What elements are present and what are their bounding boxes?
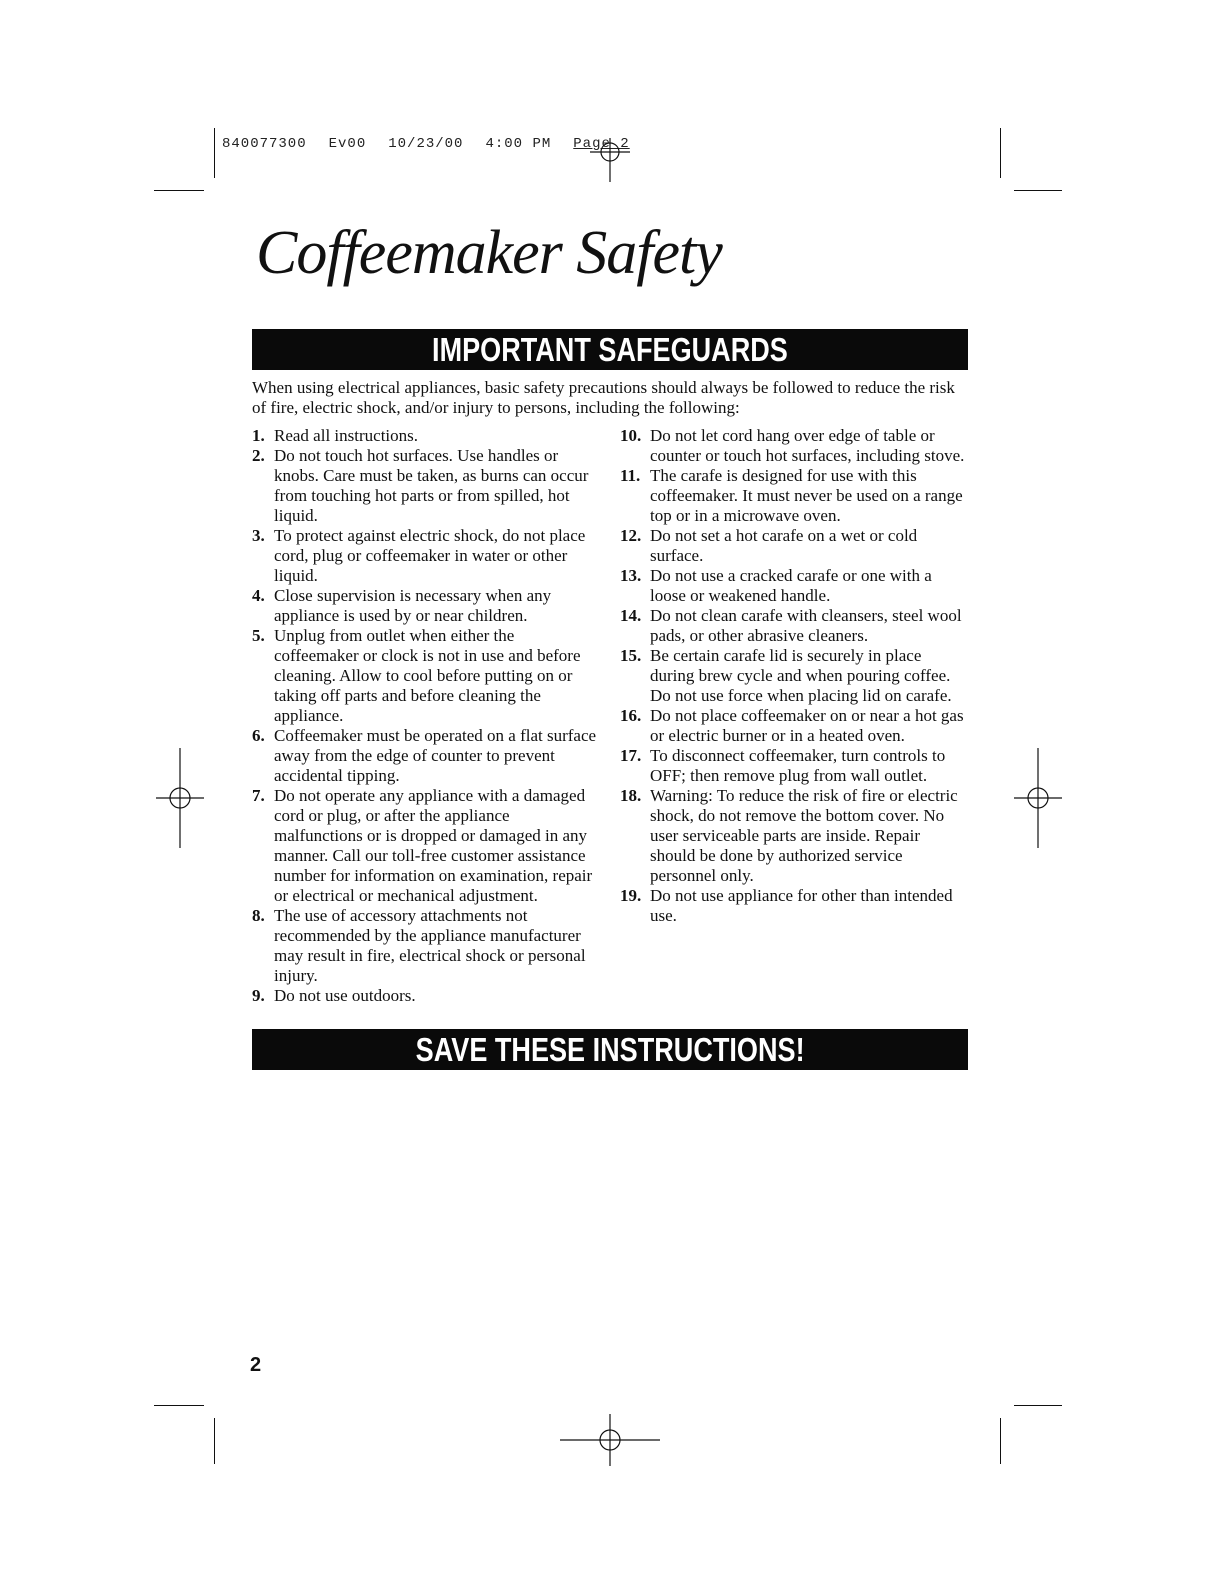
crop-mark-bottom-right-v — [1000, 1418, 1001, 1464]
list-item: 2. Do not touch hot surfaces. Use handles or knobs. Care must be taken, as burns can occur from touching hot parts or from spilled, hot liquid. — [252, 446, 589, 525]
crop-mark-top-right-v — [1000, 128, 1001, 178]
list-item: 13. Do not use a cracked carafe or one with a loose or weakened handle. — [620, 566, 932, 605]
list-item: 19. Do not use appliance for other than intended use. — [620, 886, 953, 925]
list-item: 7. Do not operate any appliance with a damaged cord or plug, or after the appliance malfunctions or is dropped or damaged in any manner. Call our toll-free customer assistance number for information on examination, repair or electrical or mechanical adjustment. — [252, 786, 593, 905]
registration-mark-left-icon — [156, 748, 204, 848]
list-item: 14. Do not clean carafe with cleansers, steel wool pads, or other abrasive cleaners. — [620, 606, 962, 645]
print-time: 4:00 PM — [485, 136, 552, 152]
crop-mark-bottom-left-v — [214, 1418, 215, 1464]
print-date: 10/23/00 — [388, 136, 464, 152]
registration-mark-right-icon — [1014, 748, 1062, 848]
page-title: Coffeemaker Safety — [256, 219, 722, 287]
crop-mark-top-left-v — [214, 128, 215, 178]
crop-mark-top-left-h — [154, 190, 204, 191]
list-item: 10. Do not let cord hang over edge of table or counter or touch hot surfaces, including stove. — [620, 426, 965, 465]
list-item: 12. Do not set a hot carafe on a wet or cold surface. — [620, 526, 918, 565]
banner-label: SAVE THESE INSTRUCTIONS! — [415, 1031, 805, 1068]
list-item: 6. Coffeemaker must be operated on a flat surface away from the edge of counter to prevent accidental tipping. — [252, 726, 597, 785]
registration-mark-bottom-icon — [560, 1414, 660, 1466]
list-item: 16. Do not place coffeemaker on or near a hot gas or electric burner or in a heated oven. — [620, 706, 964, 745]
list-item: 9. Do not use outdoors. — [252, 986, 416, 1005]
list-item: 5. Unplug from outlet when either the coffeemaker or clock is not in use and before cleaning. Allow to cool before putting on or taking off parts and before cleaning the appliance. — [252, 626, 581, 725]
list-item: 3. To protect against electric shock, do not place cord, plug or coffeemaker in water or other liquid. — [252, 526, 586, 585]
list-item: 17. To disconnect coffeemaker, turn controls to OFF; then remove plug from wall outlet. — [620, 746, 946, 785]
list-item: 11. The carafe is designed for use with this coffeemaker. It must never be used on a range top or in a microwave oven. — [620, 466, 963, 525]
crop-mark-top-right-h — [1014, 190, 1062, 191]
intro-paragraph: When using electrical appliances, basic safety precautions should always be followed to reduce the risk of fire, electric shock, and/or injury to persons, including the following: — [252, 378, 955, 417]
save-instructions-banner — [252, 1029, 968, 1070]
safeguards-right-column — [620, 426, 968, 926]
list-item: 8. The use of accessory attachments not recommended by the appliance manufacturer may result in fire, electrical shock or personal injury. — [252, 906, 586, 985]
important-safeguards-banner — [252, 329, 968, 370]
list-item: 15. Be certain carafe lid is securely in place during brew cycle and when pouring coffee. Do not use force when placing lid on carafe. — [620, 646, 952, 705]
crop-mark-bottom-right-h — [1014, 1405, 1062, 1406]
safeguards-left-column — [252, 426, 600, 1006]
banner-label: IMPORTANT SAFEGUARDS — [432, 331, 788, 368]
page-label: Page 2 — [573, 136, 630, 152]
registration-mark-top-icon — [590, 130, 630, 186]
crop-mark-bottom-left-h — [154, 1405, 204, 1406]
list-item: 4. Close supervision is necessary when any appliance is used by or near children. — [252, 586, 552, 625]
print-slug — [222, 136, 652, 152]
list-item: 18. Warning: To reduce the risk of fire or electric shock, do not remove the bottom cover. No user serviceable parts are inside. Repair should be done by authorized service personnel only. — [620, 786, 958, 885]
job-code: 840077300 — [222, 136, 307, 152]
version: Ev00 — [328, 136, 367, 152]
page-number: 2 — [250, 1354, 262, 1376]
list-item: 1. Read all instructions. — [252, 426, 419, 445]
